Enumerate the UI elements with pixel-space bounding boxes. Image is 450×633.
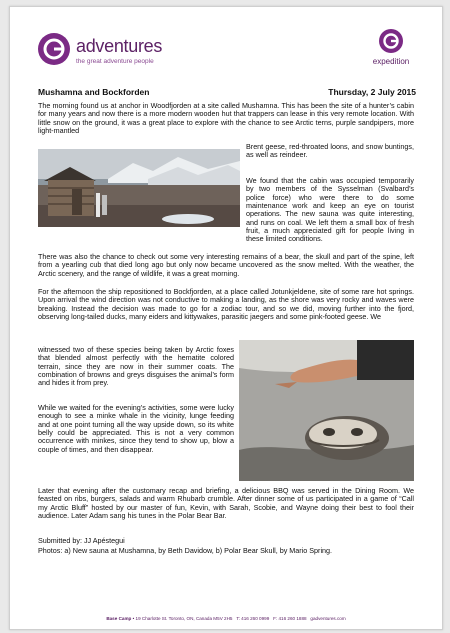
photo-sauna-mushamna bbox=[38, 149, 240, 227]
footer-fax: F: 416 260 1888 bbox=[273, 616, 307, 621]
expedition-logo-icon bbox=[379, 29, 403, 53]
footer-company: Base Camp bbox=[106, 616, 132, 621]
expedition-label: expedition bbox=[372, 57, 410, 66]
photo-polar-bear-skull bbox=[239, 340, 414, 481]
footer-address: • 19 Charlotte St. Toronto, ON, Canada M5V 2H5 bbox=[132, 616, 233, 621]
paragraph-birds: Brent geese, red-throated loons, and snow buntings, as well as reindeer. bbox=[246, 142, 414, 160]
footer-phone: T: 416 260 0999 bbox=[236, 616, 270, 621]
report-date: Thursday, 2 July 2015 bbox=[328, 87, 416, 97]
brand-name: adventures bbox=[76, 36, 163, 56]
paragraph-arctic-foxes: witnessed two of these species being taken by Arctic foxes that blended almost perfectly with the hematite colored terrain, since they are now in their summer coats. The combination of browns and greys disguises the animal’s form and hides it from prey. bbox=[38, 345, 234, 388]
paragraph-mushamna-intro: The morning found us at anchor in Woodfjorden at a site called Mushamna. This has been the site of a hunter’s cabin for many years and now there is a more modern wooden hut that trappers can lease in this very remote location. With little snow on the ground, it was a great place to explore with the chance to see Arctic terns, purple sandpipers, more light-mantled bbox=[38, 101, 414, 136]
paragraph-bockfjorden: For the afternoon the ship repositioned to Bockfjorden, at a place called Jotunkjeldene, site of some rare hot springs. Upon arrival the wind direction was not conductive to making a landing, as the shore was very rocky and waves were breaking. Instead the decision was made to go for a zodiac tour, and so we did, moving further into the fjord, observing long-tailed ducks, many eiders and kittywakes, parasitic jaegers and some pink-footed geese. We bbox=[38, 287, 414, 322]
report-title: Mushamna and Bockforden bbox=[38, 87, 150, 97]
submitted-by: Submitted by: JJ Apéstegui bbox=[38, 536, 125, 545]
paragraph-minke-whale: While we waited for the evening’s activities, some were lucky enough to see a minke whale in the vicinity, lunge feeding and at one point turning all the way upside down, so its white belly could be appreciated. This is not a very common occurrence with minkes, since they tend to show up, blow a couple of times, and then disappear. bbox=[38, 403, 234, 454]
report-page bbox=[9, 6, 443, 630]
photo-credits: Photos: a) New sauna at Mushamna, by Beth Davidow, b) Polar Bear Skull, by Mario Spring. bbox=[38, 546, 333, 555]
footer-website[interactable]: gadventures.com bbox=[310, 616, 346, 621]
paragraph-bear-remains: There was also the chance to check out some very interesting remains of a bear, the skull and part of the spine, left from a yearling cub that died long ago but only now became uncovered as the snow melted. With the weather, the Arctic scenery, and the range of wildlife, it was a great morning. bbox=[38, 252, 414, 278]
g-adventures-logo-icon bbox=[38, 33, 70, 65]
paragraph-cabin: We found that the cabin was occupied temporarily by two members of the Sysselman (Svalbard’s police force) who were there to do some maintenance work and keep an eye on tourist operations. The new sauna was quite interesting, and runs on coal. We left them a small box of fresh fruit, a much appreciated gift for people living in these limited conditions. bbox=[246, 176, 414, 244]
brand-tagline: the great adventure people bbox=[76, 58, 154, 65]
footer-contact bbox=[10, 616, 442, 622]
paragraph-evening-bbq: Later that evening after the customary recap and briefing, a delicious BBQ was served in the Dining Room. We feasted on ribs, burgers, salads and warm Rhubarb crumble. After dinner some of us participated in a game of “Call my Arctic Bluff” hosted by our master of fun, Kevin, with Sarah, Scobie, and Wayne doing their best to fool their audience. Later Adam sang his tunes in the Polar Bear Bar. bbox=[38, 486, 414, 521]
